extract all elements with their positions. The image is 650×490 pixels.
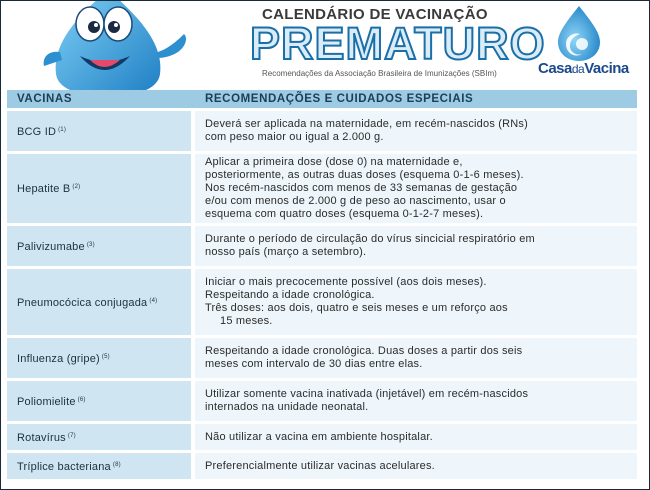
- vaccine-name: BCG ID: [17, 125, 57, 138]
- vaccine-name-cell: [7, 381, 195, 421]
- recommendation-line: Aplicar a primeira dose (dose 0) na maternidade e,: [205, 156, 463, 168]
- footnote-marker: (5): [101, 353, 110, 360]
- vaccine-name-cell: [7, 424, 195, 450]
- vaccine-name: Tríplice bacteriana: [17, 460, 111, 473]
- recommendation-line: esquema com quatro doses (esquema 0-1-2-7 meses).: [205, 208, 484, 220]
- recommendation-cell: [195, 424, 637, 450]
- footnote-marker: (7): [67, 432, 76, 439]
- vaccine-name-cell: [7, 269, 195, 335]
- recommendation-line: e/ou com menos de 2.000 g de peso ao nascimento, usar o: [205, 195, 506, 207]
- recommendation-line: Deverá ser aplicada na maternidade, em recém-nascidos (RNs): [205, 118, 528, 130]
- footnote-marker: (6): [77, 396, 86, 403]
- recommendation-line: nosso país (março a setembro).: [205, 246, 367, 258]
- recommendation-line: 15 meses.: [220, 315, 273, 327]
- vaccine-name: Hepatite B: [17, 183, 71, 195]
- recommendation-line: Não utilizar a vacina em ambiente hospitalar.: [205, 430, 433, 443]
- table-row: [7, 338, 637, 378]
- table-body: [7, 111, 637, 479]
- vaccine-table: [7, 87, 637, 482]
- footnote-marker: (8): [112, 461, 121, 468]
- vaccine-name: Pneumocócica conjugada: [17, 296, 148, 309]
- recommendation-line: Três doses: aos dois, quatro e seis meses e um reforço aos: [205, 302, 508, 314]
- recommendation-line: internados na unidade neonatal.: [205, 401, 369, 413]
- recommendation-line: Utilizar somente vacina inativada (injetável) em recém-nascidos: [205, 388, 529, 400]
- recommendation-line: Iniciar o mais precocemente possível (aos dois meses).: [205, 276, 487, 288]
- recommendation-cell: [195, 154, 637, 223]
- recommendation-line: Durante o período de circulação do vírus sincicial respiratório em: [205, 233, 535, 245]
- recommendation-line: Respeitando a idade cronológica.: [205, 289, 375, 301]
- recommendation-cell: [195, 338, 637, 378]
- brand-name: CasadaVacina: [538, 60, 629, 77]
- recommendation-cell: [195, 226, 637, 266]
- water-drop-mascot-icon: [8, 0, 198, 90]
- vaccine-name: Poliomielite: [17, 395, 76, 408]
- header-vacinas: VACINAS: [7, 90, 195, 108]
- recommendation-line: Respeitando a idade cronológica. Duas doses a partir dos seis: [205, 345, 523, 357]
- table-row: [7, 453, 637, 479]
- recommendation-line: meses com intervalo de 30 dias entre elas.: [205, 358, 423, 370]
- footnote-marker: (3): [86, 241, 95, 248]
- table-row: [7, 111, 637, 151]
- vaccine-name-cell: [7, 226, 195, 266]
- footnote-marker: (2): [72, 184, 81, 190]
- vaccine-name: Rotavírus: [17, 431, 66, 444]
- footnote-marker: (1): [58, 126, 67, 133]
- table-row: [7, 154, 637, 223]
- table-row: [7, 269, 637, 335]
- vaccine-name-cell: [7, 154, 195, 223]
- vaccine-name-cell: [7, 453, 195, 479]
- vaccine-name-cell: [7, 111, 195, 151]
- recommendation-line: Nos recém-nascidos com menos de 33 semanas de gestação: [205, 182, 518, 194]
- recommendation-line: com peso maior ou igual a 2.000 g.: [205, 131, 384, 143]
- recommendation-cell: [195, 111, 637, 151]
- vaccine-name-cell: [7, 338, 195, 378]
- page-subtitle: Recomendações da Associação Brasileira de Imunizações (SBIm): [262, 69, 497, 78]
- header-recomendacoes: RECOMENDAÇÕES E CUIDADOS ESPECIAIS: [195, 90, 637, 108]
- calendar-title: CALENDÁRIO DE VACINAÇÃO: [262, 6, 488, 23]
- recommendation-cell: [195, 381, 637, 421]
- vaccine-name: Influenza (gripe): [17, 352, 100, 365]
- casa-da-vacina-drop-logo-icon: [548, 4, 610, 62]
- table-row: [7, 381, 637, 421]
- recommendation-line: Preferencialmente utilizar vacinas acelulares.: [205, 459, 435, 472]
- recommendation-cell: [195, 269, 637, 335]
- page-title: PREMATURO: [250, 18, 546, 69]
- page-header: [0, 0, 650, 88]
- recommendation-cell: [195, 453, 637, 479]
- footnote-marker: (4): [149, 297, 158, 304]
- table-row: [7, 424, 637, 450]
- table-row: [7, 226, 637, 266]
- vaccine-name: Palivizumabe: [17, 240, 85, 253]
- table-header-row: [7, 90, 637, 108]
- recommendation-line: posteriormente, as outras duas doses (esquema 0-1-6 meses).: [205, 169, 524, 181]
